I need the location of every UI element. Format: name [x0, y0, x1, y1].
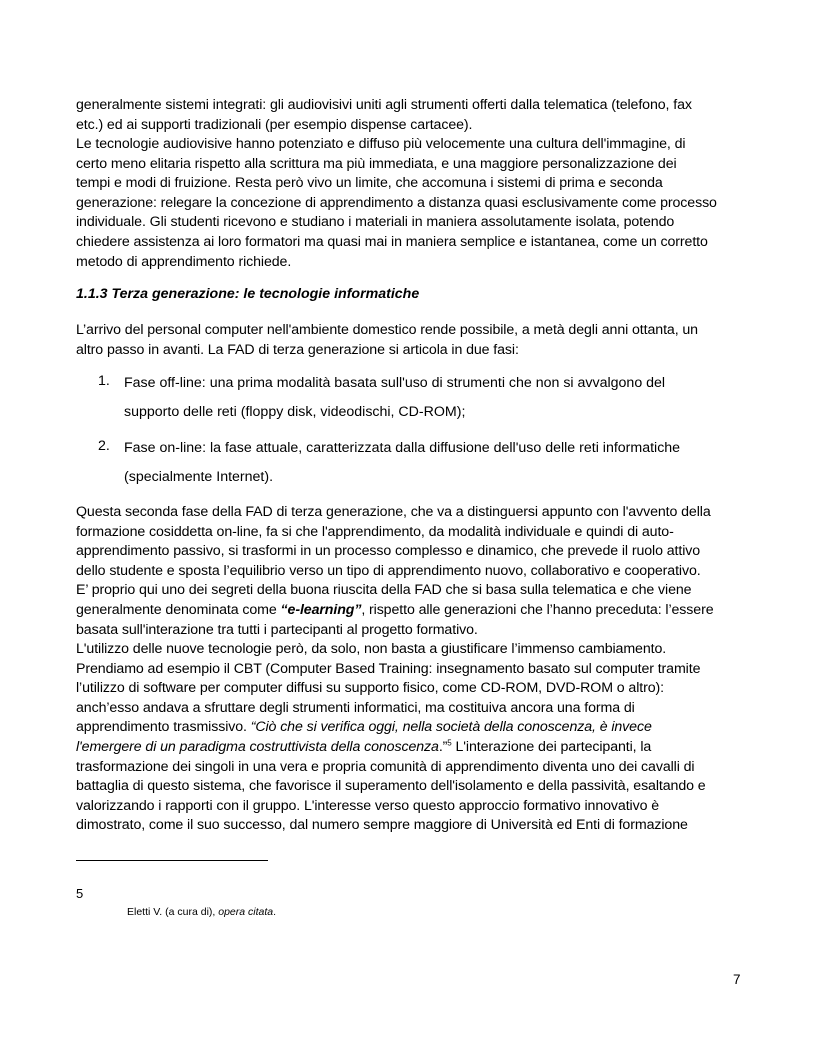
- text-line: metodo di apprendimento richiede.: [76, 253, 292, 270]
- text-line: generalmente sistemi integrati: gli audiovisivi uniti agli strumenti offerti dalla telematica (telefono, fax: [76, 97, 692, 113]
- list-item-offline: [76, 373, 744, 422]
- text-line: [76, 718, 744, 738]
- phases-list-continued: [76, 438, 744, 487]
- text-line: L'utilizzo delle nuove tecnologie però, da solo, non basta a giustificare l’immenso cambiamento.: [76, 641, 667, 657]
- text-line: [76, 601, 744, 621]
- footnote-author: Eletti V. (a cura di),: [127, 906, 219, 918]
- list-number: 1.: [98, 373, 110, 389]
- text-line: valorizzando i rapporti con il gruppo. L'interesse verso questo approccio formativo innovativo è: [76, 797, 659, 814]
- text-run: , rispetto alle generazioni che l’hanno preceduta: l’essere: [361, 601, 714, 618]
- list-text-line: Fase off-line: una prima modalità basata sull'uso di strumenti che non si avvalgono del: [124, 375, 666, 391]
- phases-list: [76, 373, 744, 422]
- paragraph-third-generation-intro: [76, 321, 744, 360]
- text-line: basata sull'interazione tra tutti i partecipanti al progetto formativo.: [76, 621, 478, 638]
- text-line: chiedere assistenza ai loro formatori ma quasi mai in maniera semplice e istantanea, come un corretto: [76, 233, 708, 250]
- text-run: generalmente denominata come: [76, 601, 281, 618]
- text-line: l’utilizzo di software per computer diffusi su supporto fisico, come CD-ROM, DVD-ROM o altro):: [76, 680, 664, 697]
- text-line: E’ proprio qui uno dei segreti della buona riuscita della FAD che si basa sulla telematica e che viene: [76, 582, 692, 599]
- quote-close: .”: [438, 738, 448, 755]
- e-learning-term: “e-learning”: [280, 601, 362, 618]
- text-line: dimostrato, come il suo successo, dal numero sempre maggiore di Università ed Enti di formazione: [76, 817, 688, 834]
- text-run: apprendimento trasmissivo.: [76, 719, 251, 736]
- text-line: Le tecnologie audiovisive hanno potenziato e diffuso più velocemente una cultura dell'immagine, di: [76, 136, 686, 152]
- list-item-online: [76, 438, 744, 487]
- paragraph-new-technologies: [76, 640, 744, 836]
- text-line: etc.) ed ai supporti tradizionali (per esempio dispense cartacee).: [76, 116, 473, 133]
- footnote-number: 5: [76, 886, 84, 901]
- text-line: L’arrivo del personal computer nell'ambiente domestico rende possibile, a metà degli anni ottanta, un: [76, 322, 698, 338]
- text-line: Questa seconda fase della FAD di terza generazione, che va a distinguersi appunto con l'avvento della: [76, 504, 711, 520]
- text-line: generazione: relegare la concezione di apprendimento a distanza quasi esclusivamente come processo: [76, 194, 717, 211]
- text-line: individuale. Gli studenti ricevono e studiano i materiali in maniera assolutamente isolata, potendo: [76, 214, 675, 231]
- quotation: l'emergere di un paradigma costruttivista della conoscenza: [76, 738, 439, 755]
- paragraph-online-phase: [76, 503, 744, 640]
- footnote-end: .: [273, 906, 277, 918]
- list-number: 2.: [98, 438, 110, 454]
- quotation: “Ciò che si verifica oggi, nella società della conoscenza, è invece: [250, 719, 652, 736]
- text-line: dello studente e sposta l’equilibrio verso un tipo di apprendimento nuovo, collaborativo e cooperativo.: [76, 562, 701, 579]
- text-line: anch’esso andava a sfruttare degli strumenti informatici, ma costituiva ancora una forma di: [76, 699, 635, 716]
- paragraph-continued: [76, 96, 744, 135]
- section-heading: 1.1.3 Terza generazione: le tecnologie informatiche: [76, 286, 420, 302]
- text-line: battaglia di questo sistema, che favorisce il superamento dell'isolamento e della passività, esaltando e: [76, 778, 706, 795]
- text-line: certo meno elitaria rispetto alla scrittura ma più immediata, e una maggiore personalizzazione dei: [76, 155, 677, 172]
- text-line: tempi e modi di fruizione. Resta però vivo un limite, che accomuna i sistemi di prima e seconda: [76, 175, 663, 192]
- footnote-separator: [76, 860, 268, 861]
- list-text-line: (specialmente Internet).: [124, 469, 274, 485]
- footnote-source: opera citata: [218, 906, 274, 918]
- text-line: Prendiamo ad esempio il CBT (Computer Based Training: insegnamento basato sul computer tramite: [76, 660, 701, 677]
- text-line: formazione cosiddetta on-line, fa si che l'apprendimento, da modalità individuale e quindi di auto-: [76, 523, 674, 540]
- page-number: 7: [733, 972, 741, 987]
- text-run: L'interazione dei partecipanti, la: [451, 738, 652, 755]
- footnote-text: [127, 906, 276, 918]
- text-line: altro passo in avanti. La FAD di terza generazione si articola in due fasi:: [76, 341, 519, 358]
- list-text-line: supporto delle reti (floppy disk, videodischi, CD-ROM);: [124, 404, 466, 420]
- text-line: trasformazione dei singoli in una vera e propria comunità di apprendimento diventa uno dei cavalli di: [76, 758, 695, 775]
- list-text-line: Fase on-line: la fase attuale, caratterizzata dalla diffusione dell'uso delle reti informatiche: [124, 440, 681, 456]
- text-line: [76, 738, 744, 758]
- paragraph-audiovisual-technologies: [76, 135, 744, 272]
- footnote-reference: 5: [447, 738, 452, 748]
- text-line: apprendimento passivo, si trasformi in un processo complesso e dinamico, che prevede il ruolo attivo: [76, 543, 701, 560]
